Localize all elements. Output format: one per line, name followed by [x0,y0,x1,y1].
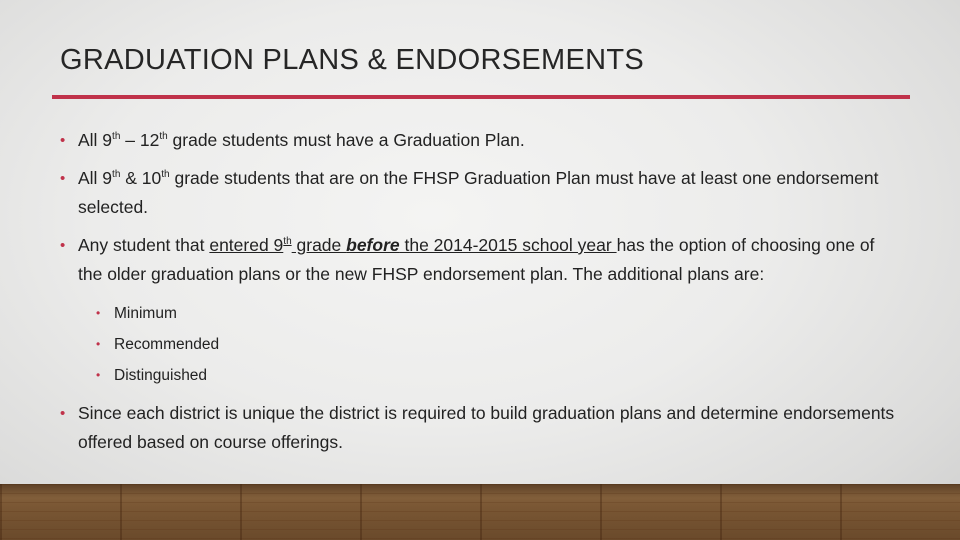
emphasis-text: before [346,235,400,255]
sub-bullet-distinguished [60,360,900,391]
bullet-dot: • [60,237,66,254]
underlined-text: the 2014-2015 school year [399,235,617,255]
bullet-dot: • [96,306,101,320]
slide-title: GRADUATION PLANS & ENDORSEMENTS [60,44,645,76]
superscript: th [283,236,292,248]
slide-body [60,126,900,466]
sub-bullet-recommended [60,329,900,360]
superscript: th [161,169,170,181]
text: & 10 [120,168,162,188]
bullet-dot: • [60,170,66,187]
sub-bullet-label: Minimum [114,305,177,322]
underlined-text: grade [291,235,347,255]
bullet-dot: • [60,405,66,422]
bullet-3 [60,231,900,289]
sub-bullet-minimum [60,298,900,329]
text: grade students must have a Graduation Plan. [167,130,525,150]
superscript: th [112,169,121,181]
text: has the option of choosing one of the older graduation plans or the new FHSP endorsement plan. The additional plans are: [78,235,875,284]
bullet-dot: • [96,337,101,351]
title-divider [52,95,910,99]
underlined-text: entered 9 [209,235,284,255]
bullet-2 [60,164,900,222]
bullet-4 [60,399,900,457]
bullet-dot: • [96,368,101,382]
superscript: th [159,131,168,143]
sub-bullet-label: Distinguished [114,367,208,384]
bullet-dot: • [60,132,66,149]
text: Since each district is unique the district is required to build graduation plans and determine endorsements offered based on course offerings. [78,403,895,452]
superscript: th [112,131,121,143]
text: Any student that [78,235,210,255]
text: All 9 [78,168,113,188]
text: – 12 [120,130,160,150]
bullet-1 [60,126,900,155]
sub-bullet-label: Recommended [114,336,220,353]
wood-floor-decoration [0,484,960,540]
text: All 9 [78,130,113,150]
text: grade students that are on the FHSP Graduation Plan must have at least one endorsement selected. [78,168,879,217]
